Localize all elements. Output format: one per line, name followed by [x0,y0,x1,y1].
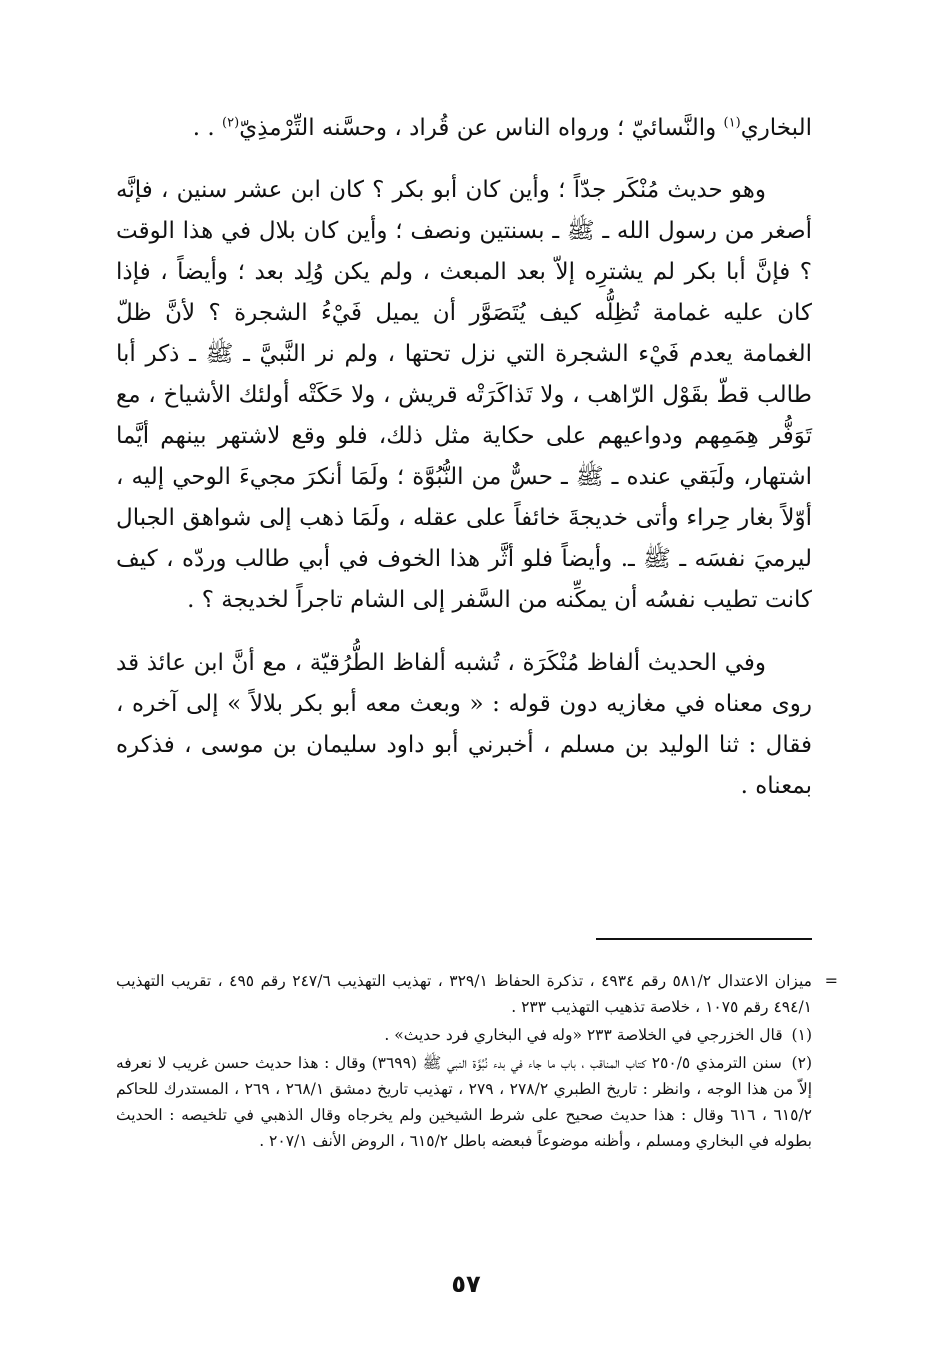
paragraph-1: وهو حديث مُنْكَر جدّاً ؛ وأين كان أبو بكر ؟ كان ابن عشر سنين ، فإنَّه أصغر من رسول الله ـ ﷺ ـ بسنتين ونصف ؛ وأين كان بلال في هذا الوقت ؟ فإنَّ أبا بكر لم يشترِه إلاّ بعد المبعث ، ولم يكن وُلِد بعد ؛ وأيضاً ، فإذا كان عليه غمامة تُظِلُّه كيف يُتَصَوَّر أن يميل فَيْءُ الشجرة ؟ لأنَّ ظلّ الغمامة يعدم فَيْء الشجرة التي نزل تحتها ، ولم نر النَّبيَّ ـ ﷺ ـ ذكر أبا طالب قطّ بقَوْل الرّاهب ، ولا تَذاكَرَتْه قريش ، ولا حَكَتْه أولئك الأشياخ ، مع تَوَفُّر هِمَمِهم ودواعيهم على حكاية مثل ذلك، فلو وقع لاشتهر بينهم أيَّما اشتهار، ولَبَقي عنده ـ ﷺ ـ حسٌّ من النُّبُوَّة ؛ ولَمَا أنكرَ مجيءَ الوحي إليه ، أوّلاً بغار حِراء وأتى خديجةَ خائفاً على عقله ، ولَمَا ذهب إلى شواهق الجبال ليرميَ نفسَه ـ ﷺ ـ. وأيضاً فلو أثَّر هذا الخوف في أبي طالب وردّه ، كيف كانت تطيب نفسُه أن يمكِّنه من السَّفر إلى الشام تاجراً لخديجة ؟ . [116,177,812,613]
footnotes [116,968,838,1156]
main-text [116,108,812,807]
lead-text-2: والنَّسائيّ ؛ ورواه الناس عن قُراد ، وحسَّنه التِّرْمذِيّ [239,115,717,141]
lead-text-1: البخاري [740,115,812,141]
lead-text-3: . . [192,115,215,141]
footnote-2-text: سنن الترمذي ٢٥٠/٥ كتاب المناقب ، باب ما جاء في بدء نُبُوَّة النبي ﷺ (٣٦٩٩) وقال : هذا حديث حسن غريب لا نعرفه إلاّ من هذا الوجه ، وانظر : تاريخ الطبري ٢٧٨/٢ ، ٢٧٩ ، تهذيب تاريخ دمشق ٢٦٨/١ ، ٢٦٩ ، المستدرك للحاكم ٦١٥/٢ ، ٦١٦ وقال : هذا حديث صحيح على شرط الشيخين ولم يخرجاه وقال الذهبي في تلخيصه : الحديث بطوله في البخاري ومسلم ، وأظنه موضوعاً فبعضه باطل ٦١٥/٢ ، الروض الأنف ٢٠٧/١ . [116,1054,813,1150]
footnote-ref-1: (١) [723,115,741,131]
footnote-continuation [116,968,838,1020]
footnote-1 [116,1022,812,1048]
continuation-mark: = [824,971,838,990]
footnote-1-text: قال الخزرجي في الخلاصة ٢٣٣ «وله في البخاري فرد حديث» . [384,1026,783,1044]
page-number: ٥٧ [451,1270,481,1298]
footnote-1-number: (١) [791,1026,812,1044]
footnote-2-number: (٢) [791,1054,812,1072]
paragraph-2: وفي الحديث ألفاظ مُنْكَرَة ، تُشبه ألفاظ الطُّرُقيّة ، مع أنَّ ابن عائذ قد روى معناه في مغازيه دون قوله : « وبعث معه أبو بكر بلالاً » إلى آخره ، فقال : ثنا الوليد بن مسلم ، أخبرني أبو داود سليمان بن موسى ، فذكره بمعناه . [116,650,812,799]
footnote-continuation-text: ميزان الاعتدال ٥٨١/٢ رقم ٤٩٣٤ ، تذكرة الحفاظ ٣٢٩/١ ، تهذيب التهذيب ٢٤٧/٦ رقم ٤٩٥ ، تقريب التهذيب ٤٩٤/١ رقم ١٠٧٥ ، خلاصة تذهيب التهذيب ٢٣٣ . [116,972,812,1016]
footnote-divider [596,938,812,940]
footnote-2 [116,1050,812,1154]
footnote-ref-2: (٢) [222,115,240,131]
lead-line [116,108,812,148]
